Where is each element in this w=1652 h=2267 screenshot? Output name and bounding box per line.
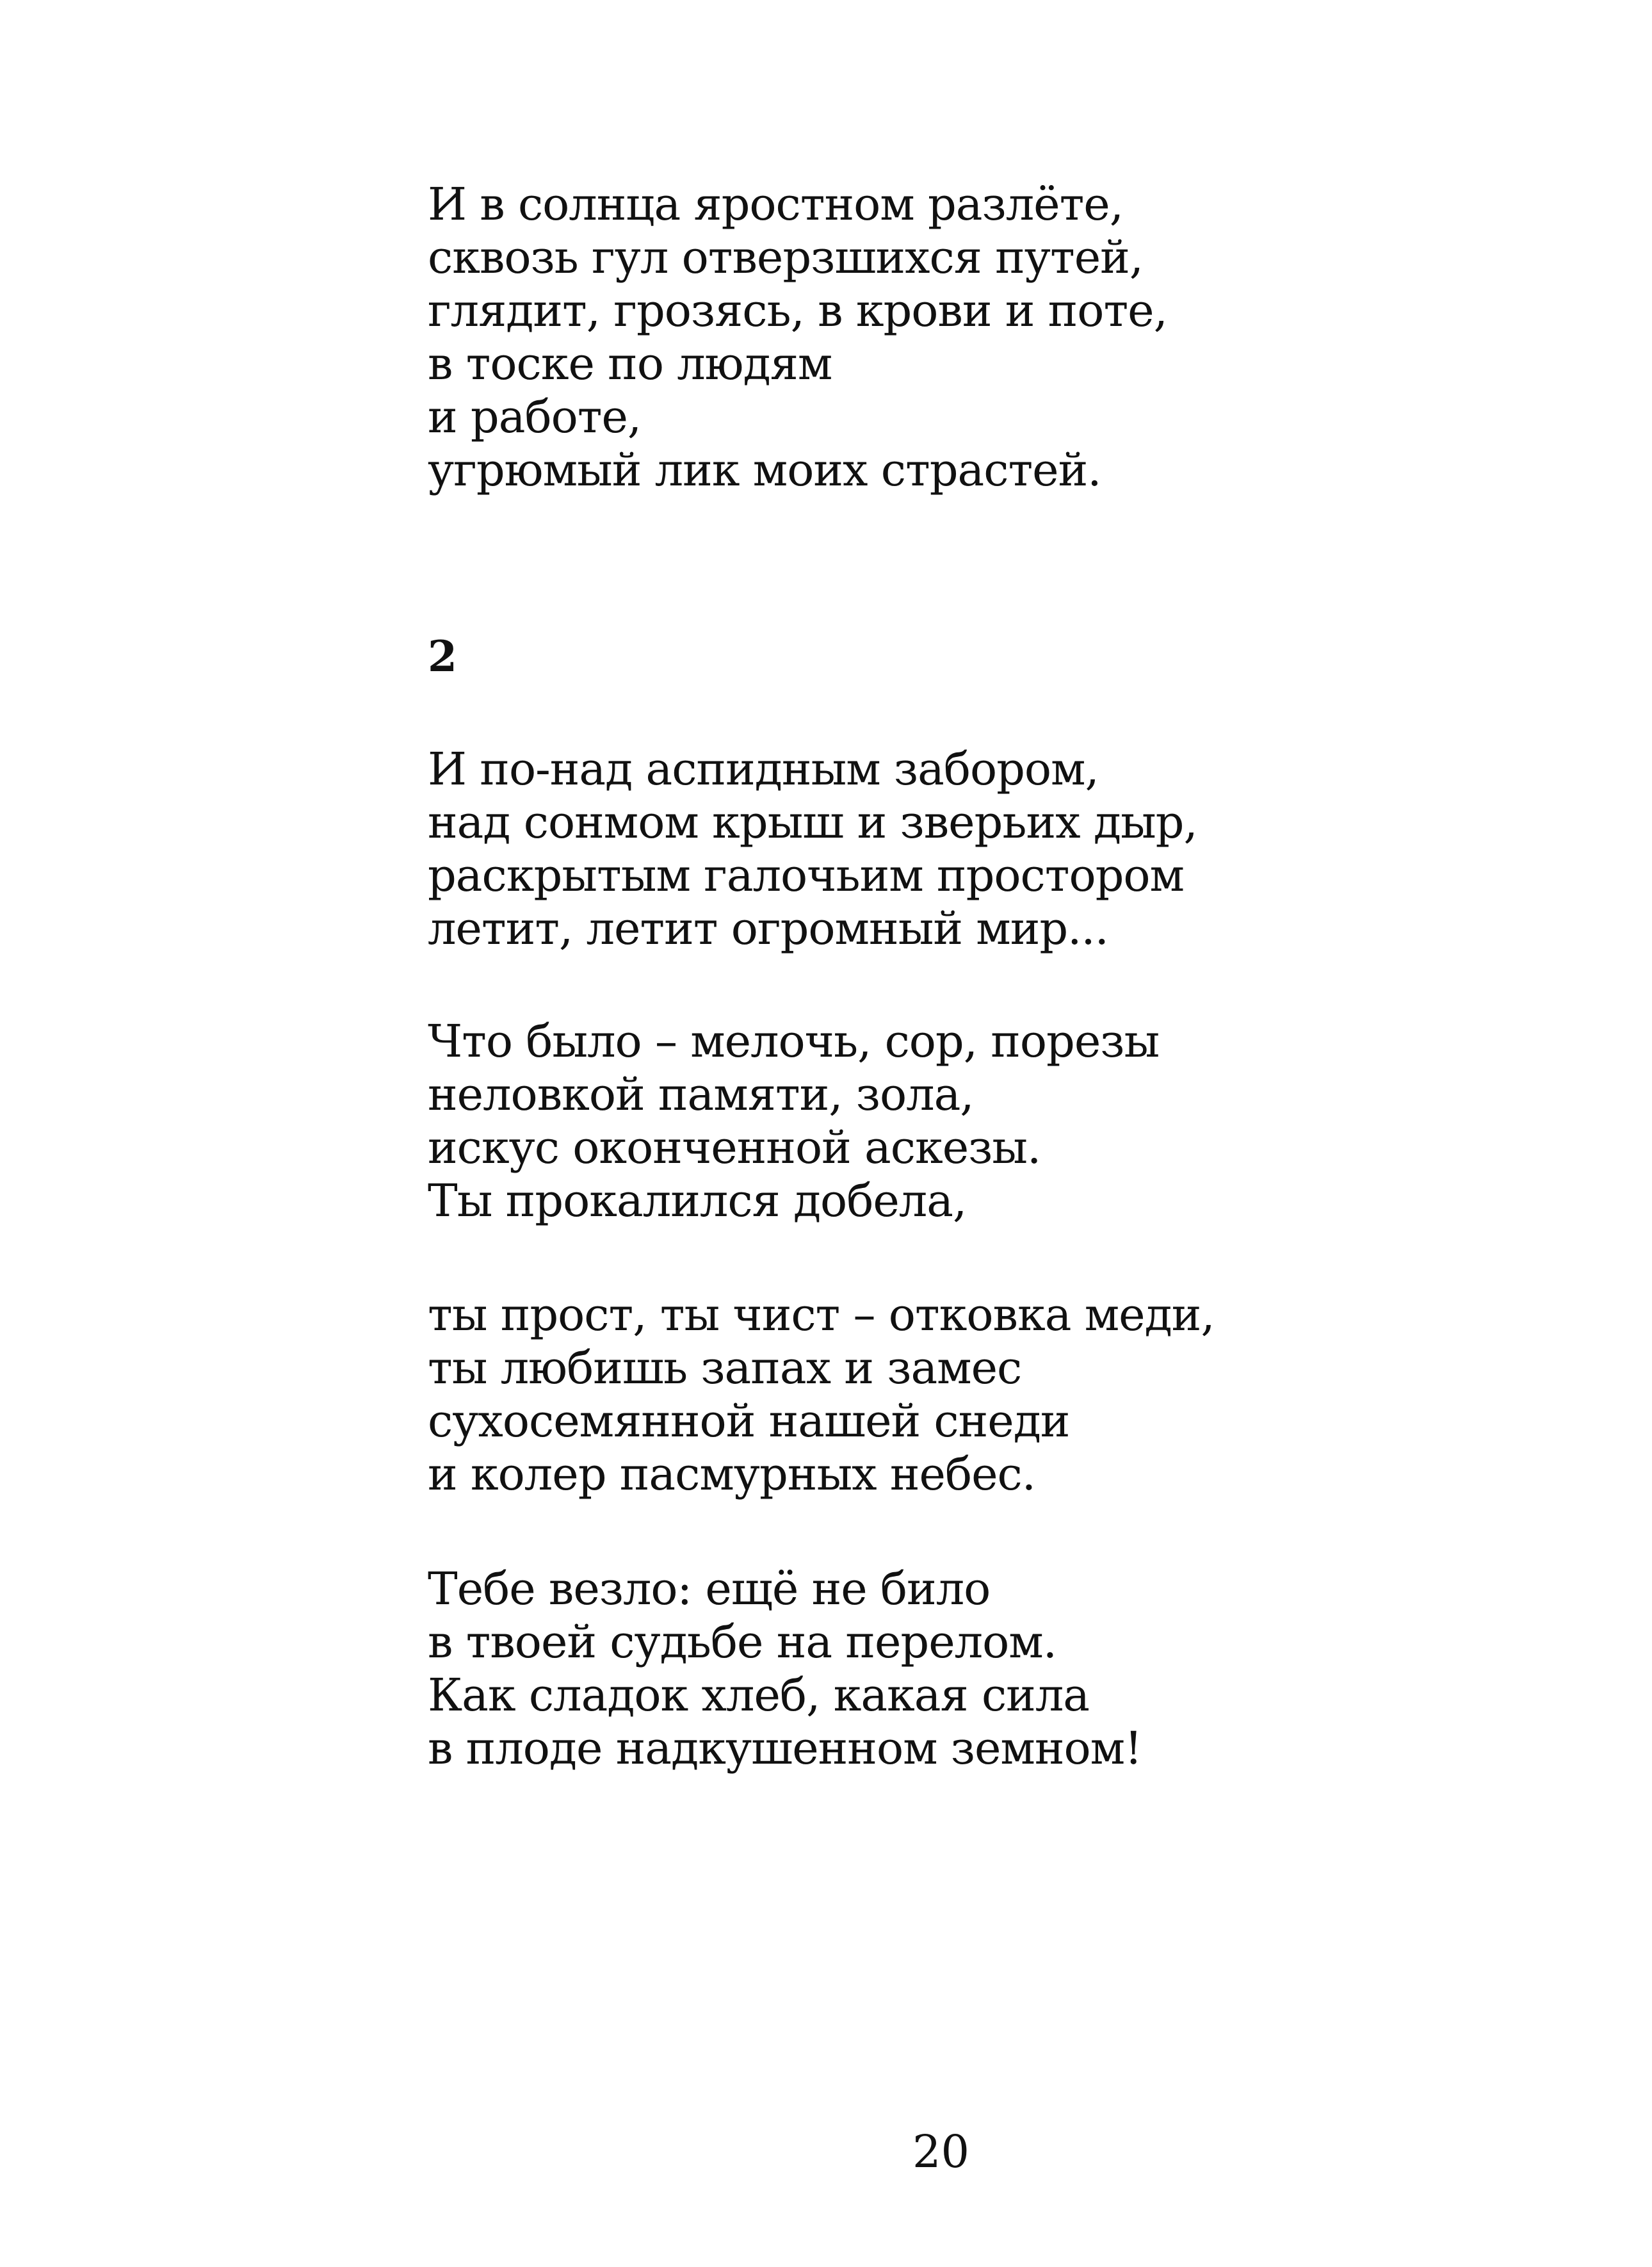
stanza: [428, 1563, 1142, 1775]
page-number: 20: [912, 2125, 970, 2178]
poem-line: в плоде надкушенном земном!: [428, 1722, 1142, 1775]
poem-line: И в солнца яростном разлёте,: [428, 178, 1123, 231]
poem-line: сухосемянной нашей снеди: [428, 1395, 1070, 1447]
poem-line: Как сладок хлеб, какая сила: [428, 1669, 1090, 1721]
poem-line: ты прост, ты чист – отковка меди,: [428, 1288, 1215, 1341]
poem-line: Что было – мелочь, сор, порезы: [428, 1015, 1160, 1068]
poem-line: сквозь гул отверзшихся путей,: [428, 231, 1144, 284]
poem-line: искус оконченной аскезы.: [428, 1121, 1041, 1174]
poem-line: угрюмый лик моих страстей.: [428, 444, 1101, 496]
poem-line: ты любишь запах и замес: [428, 1342, 1022, 1394]
stanza: [428, 743, 1197, 955]
stanza: [428, 178, 1167, 497]
section-number: 2: [428, 631, 457, 681]
poem-line: глядит, грозясь, в крови и поте,: [428, 284, 1167, 337]
poem-line: И по-над аспидным забором,: [428, 743, 1099, 795]
stanza: [428, 1288, 1215, 1501]
poem-line: неловкой памяти, зола,: [428, 1068, 974, 1121]
poem-line: и работе,: [428, 391, 642, 443]
poem-line: в твоей судьбе на перелом.: [428, 1616, 1057, 1668]
poem-line: в тоске по людям: [428, 337, 832, 390]
poem-line: летит, летит огромный мир...: [428, 902, 1108, 955]
stanza: [428, 1015, 1159, 1228]
poem-line: и колер пасмурных небес.: [428, 1448, 1035, 1500]
poem-line: Тебе везло: ещё не било: [428, 1563, 991, 1615]
poem-line: Ты прокалился добела,: [428, 1174, 967, 1227]
poem-line: раскрытым галочьим простором: [428, 849, 1185, 902]
poem-line: над сонмом крыш и зверьих дыр,: [428, 796, 1197, 849]
